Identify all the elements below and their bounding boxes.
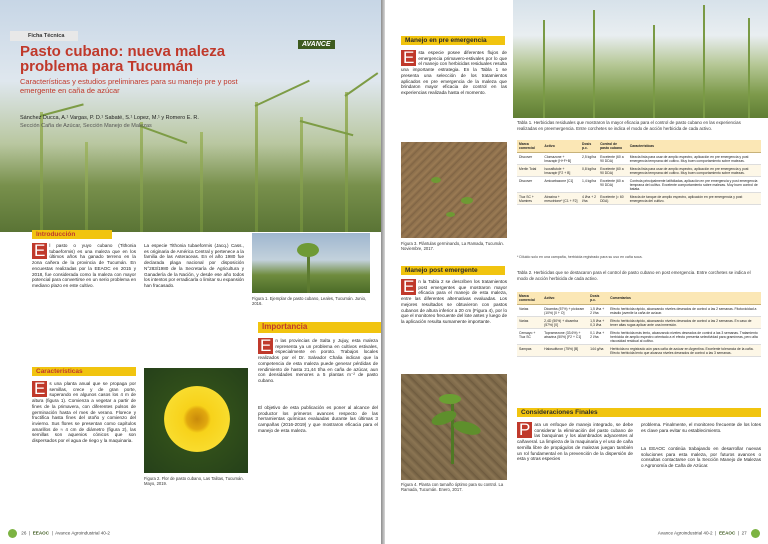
- characteristics-heading: Características: [32, 367, 136, 376]
- table-1-caption: Tabla 1. Herbicidas residuales que mostraron la mayor eficacia para el control de pasto cubano en las experiencias realizadas en preemergencia. Entre corchetes se indica el modo de acción herbicida de cada activo.: [517, 120, 741, 131]
- table-1: [517, 140, 761, 205]
- table-2-cell: Efecto herbicida más lento, alcanzando niveles deseados de control a las 3 semanas. Tratamiento herbicida de amplio espectro orientado a el efecto presenta selectividad para gramíneas, pero alta viscosidad residual al cultivo.: [608, 329, 761, 345]
- page-marker-icon: [751, 529, 760, 538]
- table-2-caption: Tabla 2. Herbicidas que se destacaron para el control de pasto cubano en post emergencia. Entre corchetes se indica el modo de acción herbicida de cada activo.: [517, 270, 751, 281]
- intro-text: El pasto o yuyo cubano (Tithonia tubaeformis) es una maleza que en los últimos años ha ganado terreno en la zona cañera de la provincia de Tucumán. En encuestas realizadas por la EEAOC en 2015 y 2018, fue considerada como la maleza con mayor potencial para convertirse en un serio problema en mediano plazo en este cultivo.: [32, 241, 136, 288]
- table-2-cell: Efecto herbicida rápido, alcanzando niveles deseados de control a las 2 semanas. En caso de tener altas rugas aplicar ante una inmersión.: [608, 317, 761, 329]
- final-text-2: problema. Finalmente, el monitoreo frecuente de los lotes es clave para evitar su establecimiento.: [641, 422, 761, 433]
- table-2-cell: Herbicida no registrado aún para caña de azúcar en Argentina. Excelente tolerancia de la caña. Efecto herbicida lento que alcanza niveles deseados de control a las 3 semanas.: [608, 345, 761, 357]
- table-2-header: Comentarios: [608, 292, 761, 305]
- table-1-cell: Discover: [517, 153, 542, 165]
- table-2-cell: Efecto herbicida rápido, alcanzando niveles deseados de control a las 2 semanas. Fitotoxicidad a estadio juvenile la caña de azúcar.: [608, 305, 761, 317]
- table-2-row: [517, 329, 761, 345]
- right-page-number: 27: [741, 530, 747, 536]
- table-1-header: Dosis p.c.: [580, 140, 598, 153]
- figure-2-photo: [144, 368, 248, 473]
- table-1-header: Activo: [542, 140, 580, 153]
- importance-text-1: En las provincias de Salta y Jujuy, esta maleza representa ya un problema en cultivos estivales, especialmente en poroto. Trabajos locales realizados por el Dr. Salvador Chalia indican que la competencia de esta maleza puede generar pérdidas de rendimiento de hasta 21,44 t/ha en caña de azúcar, aun con densidades menores a 5 plantas m⁻² de pasto cubano.: [258, 336, 378, 383]
- table-2-header: Activo: [542, 292, 588, 305]
- article-subtitle: Características y estudios preliminares para su manejo pre y post emergente en caña de azúcar: [20, 77, 238, 95]
- table-2-row: [517, 345, 761, 357]
- species-text: La especie Tithonia tubaeformis (Jacq.) Cass., es originaria de América Central y pertenece a la familia de las Asteraceas. En el año 1980 fue declarada plaga nacional por disposición N°283/1980 de la Secretaría de Agricultura y Ganadería de la Nación, y desde ese año todos los intentos por erradicarla o limitar su expansión han fracasado.: [144, 243, 244, 288]
- table-2-cell: Dicamba (57%) + picloram (10%) [0 + O]: [542, 305, 588, 317]
- table-2-cell: Censayo + Tiuz SC: [517, 329, 542, 345]
- table-1-cell: Mezcla lista para usar de amplio espectro, aplicación en pre emergencia y post emergencia temprana del cultivo. Muy buen comportamiento sobre malezas.: [628, 165, 761, 177]
- final-heading: Consideraciones Finales: [517, 408, 761, 417]
- figure-4-photo: [401, 374, 507, 480]
- table-1-note: * Diluido solo en una campaña, herbicida registrado para su uso en caña soca.: [517, 255, 643, 259]
- table-1-cell: Mezcla lista para usar de amplio espectro, aplicación en pre emergencia y post emergencia temprana del cultivo. Muy buen comportamiento sobre malezas.: [628, 153, 761, 165]
- table-1-cell: 4 l/ha + 2 l/ha: [580, 193, 598, 205]
- table-2-cell: 1,5 l/ha + 0,3 l/ha: [588, 317, 608, 329]
- left-footer-brand: EEAOC: [32, 530, 50, 536]
- table-1-cell: Excelente (60 a 90 DDA): [598, 165, 628, 177]
- figure-3-caption: Figura 3. Plántulas germinando, La Ramada, Tucumán. Noviembre, 2017.: [401, 241, 504, 251]
- left-footer: 26 | EEAOC | Avance Agroindustrial 40-2: [8, 529, 110, 538]
- table-1-row: [517, 165, 761, 177]
- table-1-cell: Isoxaflutole + Imazapir [F2 + B]: [542, 165, 580, 177]
- sugarcane-field-photo: [513, 0, 768, 118]
- final-text-3: La EEAOC continúa trabajando en desarrollar nuevas soluciones para esta maleza, por futuros avances o consultas contactarse con la Sección Manejo de Malezas o Agronomía de Caña de Azúcar.: [641, 446, 761, 469]
- page-marker-icon: [8, 529, 17, 538]
- affiliation: Sección Caña de Azúcar, Sección Manejo de Malezas: [20, 123, 152, 129]
- article-title: Pasto cubano: nueva maleza problema para Tucumán: [20, 43, 226, 75]
- pre-emergence-heading: Manejo en pre emergencia: [401, 36, 505, 45]
- figure-1-photo: [252, 233, 370, 293]
- table-2-cell: 0,1 l/ha + 2 l/ha: [588, 329, 608, 345]
- post-emergence-heading: Manejo post emergente: [401, 266, 505, 275]
- table-1-header: Características: [628, 140, 761, 153]
- table-2-cell: Halosulfuron (75%) [B]: [542, 345, 588, 357]
- table-1-header: Control de pasto cubano: [598, 140, 628, 153]
- table-1-cell: 1,4 kg/ha: [580, 177, 598, 193]
- authors: Sánchez Ducca, A.¹ Vargas, P. D.¹ Sabaté, S.¹ Lopez, M.¹ y Romero E. R.: [20, 115, 199, 121]
- figure-4-caption: Figura 4. Planta con tamaño óptimo para su control. La Ramada, Tucumán. Enero, 2017.: [401, 482, 504, 492]
- left-page-number: 26: [21, 530, 27, 536]
- final-text-1: Para un enfoque de manejo integrado, se debe considerar la eliminación del pasto cubano de las banquinas y los alambrados adyacentes al cañaveral. La limpieza de la maquinaria y el uso de caña semilla libre de propágulos de malezas juegan también un rol fundamental en la prevención de la dispersión de esta y otras especies: [517, 420, 633, 462]
- left-footer-pub: Avance Agroindustrial 40-2: [55, 530, 110, 536]
- table-1-cell: Excelente (60 a 90 DDA): [598, 177, 628, 193]
- table-1-header: Marca comercial: [517, 140, 542, 153]
- table-1-cell: Amicarbazone [C1]: [542, 177, 580, 193]
- figure-3-photo: [401, 142, 507, 238]
- table-2-cell: Topramezone (33.6%) + atrazina (50%) [F2 + C1]: [542, 329, 588, 345]
- table-2-row: [517, 305, 761, 317]
- section-tag: Ficha Técnica: [10, 31, 78, 41]
- table-1-cell: Tiuz SC + Mamires: [517, 193, 542, 205]
- left-page: [0, 0, 381, 544]
- right-footer-brand: EEAOC: [718, 530, 736, 536]
- table-2: [517, 292, 761, 357]
- table-1-cell: Mezcla de tanque de amplio espectro, aplicación en pre emergencia y post emergencia del cultivo.: [628, 193, 761, 205]
- characteristics-text: Es una planta anual que se propaga por semillas, crece y de gran porte, superando en algunos casos los 4 m de altura (figura 1). Comienza a vegetar a partir de fines de la primavera, con diferentes pulsos de germinación hasta el mes de verano. Florece y fructifica hasta fines del otoño y comienzo del invierno. Sus flores se presentan como capítulos amarillos de ≈ 4 cm de diámetro (figura 2), las semillas son aquenios cónicos que son dispersados por el agua de riego y la maquinaria.: [32, 379, 136, 444]
- table-2-cell: Varias: [517, 317, 542, 329]
- table-1-row: [517, 193, 761, 205]
- authors-block: [20, 114, 260, 130]
- table-1-cell: Clomazone + Imazapir [H+F+B]: [542, 153, 580, 165]
- table-1-cell: Excelente (60 a 90 DDA): [598, 153, 628, 165]
- table-1-cell: Merlin Total: [517, 165, 542, 177]
- table-1-cell: 2,5 kg/ha: [580, 153, 598, 165]
- brand-badge: AVANCE: [298, 40, 335, 49]
- table-2-cell: Varias: [517, 305, 542, 317]
- table-2-row: [517, 317, 761, 329]
- table-2-header: Marca comercial: [517, 292, 542, 305]
- figure-2-caption: Figura 2. Flor de pasto cubano, Las Talitas, Tucumán. Mayo, 2019.: [144, 476, 244, 486]
- table-1-row: [517, 177, 761, 193]
- table-2-header: Dosis p.c.: [588, 292, 608, 305]
- importance-text-2: El objetivo de esta publicación es poner al alcance del productor los primeros avances respecto de las herramientas químicas evaluadas durante las últimas 3 campañas (2016-2019) y que mostraron eficacia para el manejo de esta maleza.: [258, 405, 378, 433]
- table-1-cell: Controla principalmente latifoliadas, aplicación en pre emergencia y post emergencia temprana del cultivo. Excelente comportamiento sobre malezas. Muy buen control de batata.: [628, 177, 761, 193]
- right-footer-pub: Avance Agroindustrial 40-2: [657, 530, 713, 536]
- post-emergence-text: En la Tabla 2 se describen los tratamientos post emergentes que mostraron mayor eficacia para el manejo de esta maleza, entre las diferentes alternativas evaluadas. Los mejores resultados se obtuvieron con pastos cubanos de altura inferior a 20 cm (Figura 4), por lo que el monitoreo frecuente del lote antes y luego de la aplicación resulta sumamente importante.: [401, 277, 507, 324]
- intro-heading: Introducción: [32, 230, 112, 239]
- table-2-cell: 2,4D (50%) + dicamba (57%) [0]: [542, 317, 588, 329]
- table-1-cell: Excelente (≈ 60 DDA): [598, 193, 628, 205]
- table-2-cell: 144 g/ha: [588, 345, 608, 357]
- table-2-cell: Sampas: [517, 345, 542, 357]
- right-page: [385, 0, 768, 544]
- importance-box: [258, 322, 381, 333]
- table-1-cell: 0,8 kg/ha: [580, 165, 598, 177]
- importance-heading: Importancia: [258, 322, 381, 333]
- table-1-row: [517, 153, 761, 165]
- table-1-cell: Discover: [517, 177, 542, 193]
- figure-1-caption: Figura 1. Ejemplar de pasto cubano, Leales, Tucumán. Junio, 2016.: [252, 296, 367, 306]
- pre-emergence-text: Esta especie posee diferentes flujos de emergencia primavero-estivales por lo que el manejo con herbicidas residuales resulta una importante estrategia. En la Tabla 1 se presenta una selección de los tratamientos aplicados en pre emergencia de la maleza que brindaron mayor eficacia de control en las experiencias realizada hasta el momento.: [401, 48, 507, 95]
- right-footer: Avance Agroindustrial 40-2 | EEAOC | 27: [658, 529, 760, 538]
- table-1-cell: Atrazina + mesotrione* [C1 + F2]: [542, 193, 580, 205]
- table-2-cell: 1,5 l/ha + 2 l/ha: [588, 305, 608, 317]
